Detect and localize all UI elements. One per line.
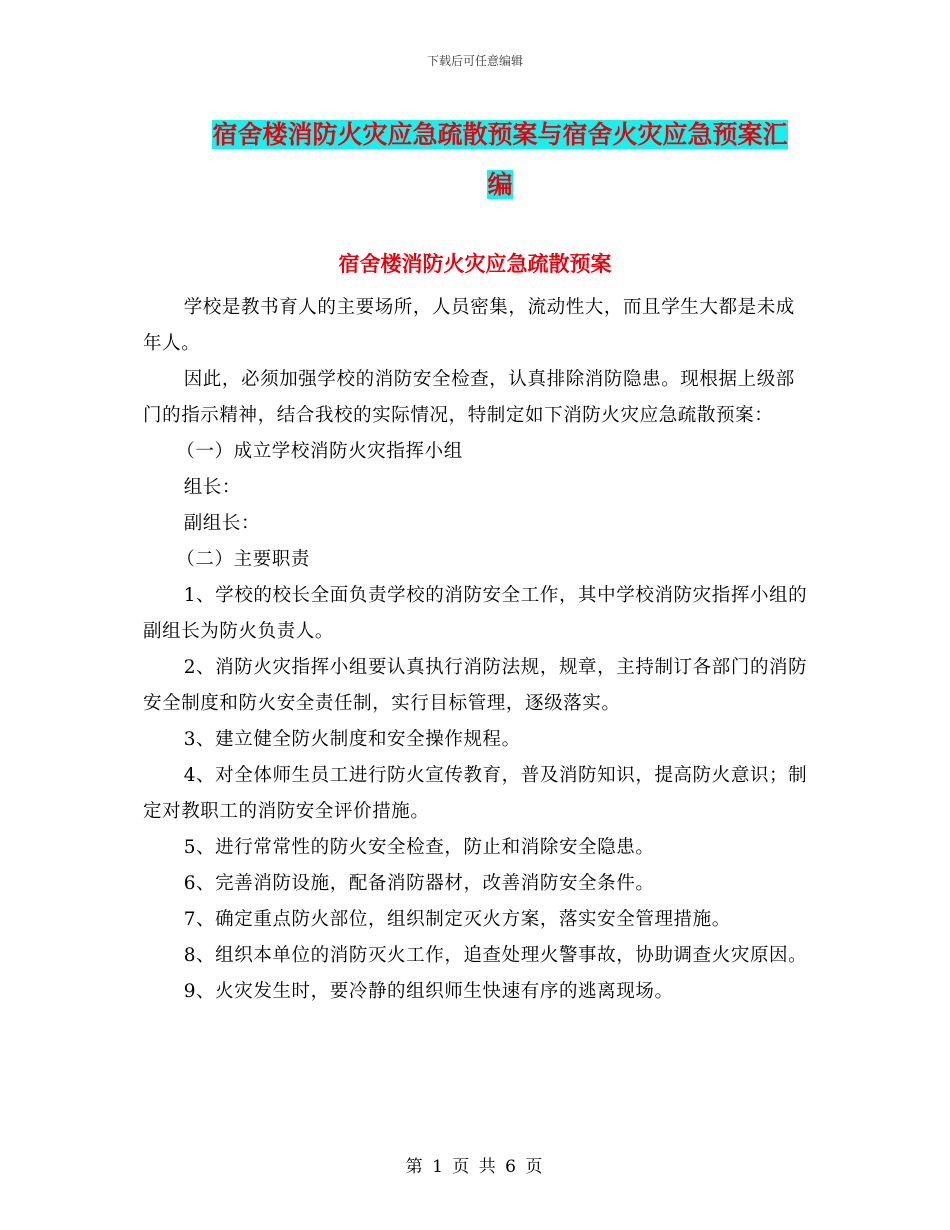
document-body — [143, 290, 808, 1010]
paragraph: （二）主要职责 — [176, 549, 310, 570]
paragraph: 学校是教书育人的主要场所，人员密集，流动性大，而且学生大都是未成年人。 — [143, 297, 795, 354]
paragraph: 7、确定重点防火部位，组织制定灭火方案，落实安全管理措施。 — [183, 909, 731, 930]
document-title — [190, 110, 810, 210]
page-footer: 第 1 页 共 6 页 — [405, 1157, 545, 1177]
document-title-line1: 宿舍楼消防火灾应急疏散预案与宿舍火灾应急预案汇 — [212, 120, 788, 149]
paragraph: 组长： — [183, 477, 241, 498]
page-header: 下载后可任意编辑 — [426, 54, 523, 68]
paragraph: （一）成立学校消防火灾指挥小组 — [176, 441, 463, 462]
document-title-line2: 编 — [487, 170, 513, 199]
paragraph: 4、对全体师生员工进行防火宣传教育，普及消防知识，提高防火意识；制定对教职工的消防安全评价措施。 — [143, 765, 808, 822]
paragraph: 因此，必须加强学校的消防安全检查，认真排除消防隐患。现根据上级部门的指示精神，结合我校的实际情况，特制定如下消防火灾应急疏散预案： — [143, 369, 795, 426]
paragraph: 2、消防火灾指挥小组要认真执行消防法规，规章，主持制订各部门的消防安全制度和防火安全责任制，实行目标管理，逐级落实。 — [143, 657, 808, 714]
paragraph: 8、组织本单位的消防灭火工作，追查处理火警事故，协助调查火灾原因。 — [183, 945, 808, 966]
section-title: 宿舍楼消防火灾应急疏散预案 — [338, 252, 612, 276]
paragraph: 9、火灾发生时，要冷静的组织师生快速有序的逃离现场。 — [183, 981, 674, 1002]
paragraph: 1、学校的校长全面负责学校的消防安全工作，其中学校消防灾指挥小组的副组长为防火负责人。 — [143, 585, 808, 642]
paragraph: 5、进行常常性的防火安全检查，防止和消除安全隐患。 — [183, 837, 655, 858]
paragraph: 副组长： — [183, 513, 261, 534]
paragraph: 3、建立健全防火制度和安全操作规程。 — [183, 729, 521, 750]
paragraph: 6、完善消防设施，配备消防器材，改善消防安全条件。 — [183, 873, 655, 894]
